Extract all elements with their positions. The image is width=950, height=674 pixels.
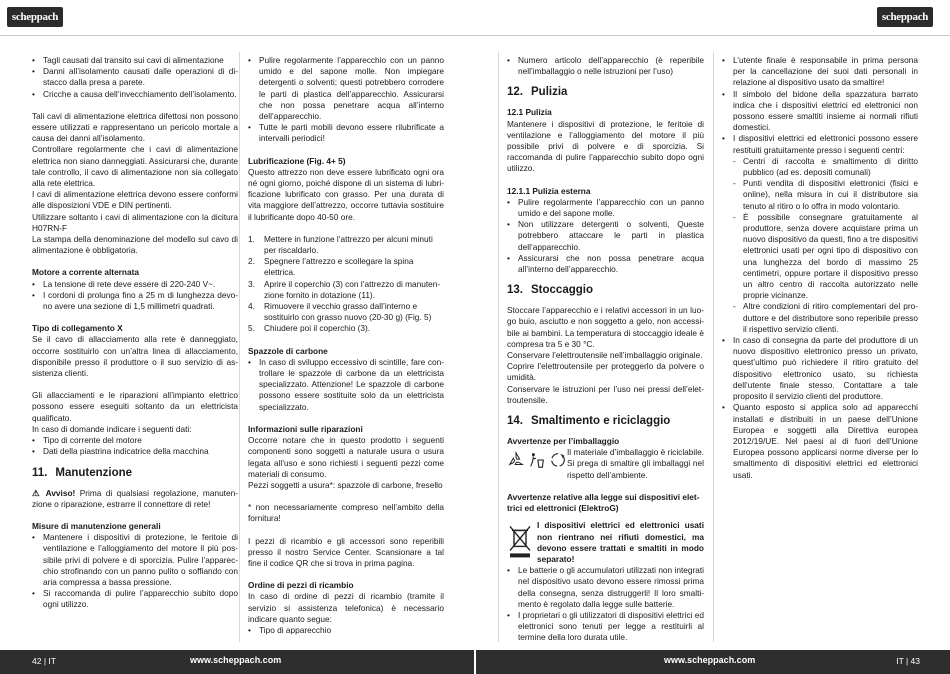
list-item: • Tutte le parti mobili devono essere rilubrificate a intervalli periodici!	[248, 122, 444, 144]
subheading-repairs: Informazioni sulle riparazioni	[248, 423, 363, 434]
section-title: Pulizia	[531, 86, 568, 99]
header-divider	[0, 35, 950, 36]
page-footer	[0, 650, 950, 674]
website-link-left[interactable]: www.scheppach.com	[190, 655, 282, 665]
section-number: 13.	[507, 284, 523, 297]
page-number-right: IT | 43	[896, 656, 920, 666]
list-item: • La tensione di rete deve essere di 220-240 V~.	[32, 279, 238, 290]
paragraph: Questo attrezzo non deve essere lubrificato ogni ora né ogni giorno, poiché dispone di un sistema di lubrificazione lubrificato con grasso. Per una durata di vita maggiore dell’attrezzo, occorre tuttavia sostituire il lubrificante dopo 40-50 ore.	[248, 166, 444, 222]
packaging-notice	[507, 447, 704, 481]
list-item: 2. Spegnere l’attrezzo e scollegare la spina elettrica.	[248, 256, 414, 278]
list-item: • Le batterie o gli accumulatori utilizzati non integrati nel dispositivo usato devono essere rimossi prima della consegna, senza distruggerli! Il loro smaltimento è regolato dalla legge sulle batterie.	[507, 565, 704, 610]
paragraph: Occorre notare che in questo prodotto i seguenti componenti sono soggetti a naturale usura o usura legata all’uso e sono richiesti i seguenti pezzi come materiali di consumo.	[248, 435, 444, 479]
section-heading-12	[507, 85, 704, 99]
section-number: 14.	[507, 415, 523, 428]
list-item: • Danni all’isolamento causati dalle operazioni di distacco dalla presa a parete.	[32, 66, 238, 88]
subheading-packaging: Avvertenze per l’imballaggio	[507, 436, 620, 447]
cleaning-list	[248, 55, 444, 145]
list-item: • Dati della piastrina indicatrice della macchina	[32, 446, 238, 457]
subheading-brushes: Spazzole di carbone	[248, 345, 328, 356]
column-2	[248, 55, 444, 636]
list-item: • Il simbolo del bidone della spazzatura barrato indica che i dispositivi elettrici ed elettronici non possono essere smaltiti insieme ai normali rifiuti domestici.	[722, 89, 918, 134]
crossed-bin-icon	[507, 520, 533, 565]
list-item: - È possibile consegnare gratuitamente al produttore, senza dovere acquistare prima un nuovo dispositivo da questi, fino a tre dispositivi elettronici usati per ogni tipo di dispositivo con una lunghezza del bordo di massimo 25 centimetri, oppure portare il dispositivo presso un altro centro di raccolta autorizzato nelle proprie vicinanze.	[733, 212, 918, 302]
paragraph: Pezzi soggetti a usura*: spazzole di carbone, fresello	[248, 479, 443, 490]
list-item: • I cordoni di prolunga fino a 25 m di lunghezza devono avere una sezione di 1,5 millimetri quadrati.	[32, 290, 238, 312]
column-divider	[498, 52, 499, 642]
recycle-arrows-icon	[549, 449, 567, 471]
order-list-continued	[507, 55, 704, 77]
footer-divider	[474, 650, 476, 674]
list-item: 3. Aprire il coperchio (3) con l’attrezzo di manutenzione fornito in dotazione (11).	[248, 278, 441, 300]
list-item: • Cricche a causa dell’invecchiamento dell’isolamento.	[32, 89, 238, 100]
list-item: • I dispositivi elettrici ed elettronici possono essere restituiti gratuitamente presso i seguenti centri: - Centri di raccolta e smaltimento di diritto pubblico (ad es. depositi comunali) - Punti vendita di dispositivi elettronici (fisici e online), nella misura in cui il distributore sia tenuto al ritiro o lo offra in modo volontario. - È possibile consegnare gratuitamente al produttore, senza dovere acquistare prima un nuovo dispositivo da questi, fino a tre dispositivi elettronici usati per ogni tipo di dispositivo con una lunghezza del bordo di massimo 25 centimetri, oppure portare il dispositivo presso un altro centro di raccolta autorizzato nelle proprie vicinanze. - Altre condizioni di ritiro complementari del produttore e del distributore sono reperibile presso il rispettivo servizio clienti.	[722, 133, 918, 335]
paragraph: Se il cavo di allacciamento alla rete è danneggiato, occorre sostituirlo con un’altra linea di allacciamento, disponibile presso il produttore o il suo servizio di assistenza clienti.	[32, 334, 238, 379]
column-divider	[239, 52, 240, 642]
list-item: 4. Rimuovere il vecchio grasso dall’interno e sostituirlo con grasso nuovo (20-30 g) (Fig. 5)	[248, 301, 432, 323]
recycling-icons	[507, 449, 567, 473]
subheading-weee: Avvertenze relative alla legge sui dispositivi elettrici ed elettronici (ElektroG)	[507, 491, 700, 514]
list-item: • Pulire regolarmente l’apparecchio con un panno umido e del sapone molle.	[507, 197, 704, 219]
paragraph: Tali cavi di alimentazione elettrica difettosi non possono essere utilizzati e rappresentano un pericolo mortale a causa dei danni all’isolamento.	[32, 110, 238, 144]
list-item: • I proprietari o gli utilizzatori di dispositivi elettrici ed elettronici sono tenuti per legge a restituirli al termine della loro durata utile.	[507, 610, 704, 644]
website-link-right[interactable]: www.scheppach.com	[664, 655, 756, 665]
subheading-cleaning: 12.1 Pulizia	[507, 107, 552, 118]
list-item: • In caso di sviluppo eccessivo di scintille, fare controllare le spazzole di carbone da un elettricista specializzato. Attenzione! Le spazzole di carbone possono essere sostituite solo da un elettricista specializzato.	[248, 357, 444, 413]
disposal-list	[722, 55, 918, 481]
list-item: 1. Mettere in funzione l’attrezzo per alcuni minuti per riscaldarlo.	[248, 233, 433, 256]
litter-bin-icon	[528, 449, 546, 471]
paragraph: Mantenere i dispositivi di protezione, le feritoie di ventilazione e l’alloggiamento del motore il più possibile privi di polvere e di sporcizia. Si raccomanda di pulire l’apparecchio subito dopo ogni utilizzo.	[507, 118, 704, 174]
external-cleaning-list	[507, 197, 704, 275]
column-1	[32, 55, 238, 611]
question-data-list	[32, 435, 238, 457]
warning-text: Prima di qualsiasi regolazione, manutenzione o riparazione, estrarre il connettore di rete!	[32, 487, 238, 509]
paragraph: Utilizzare soltanto i cavi di alimentazione con la dicitura H07RN-F	[32, 211, 238, 233]
subheading-external-cleaning: 12.1.1 Pulizia esterna	[507, 185, 591, 196]
paragraph: Conservare le istruzioni per l’uso nei pressi dell’elettroutensile.	[507, 383, 704, 405]
section-title: Stoccaggio	[531, 284, 593, 297]
packaging-text: Il materiale d’imballaggio è riciclabile. Si prega di smaltire gli imballaggi nel rispetto dell’ambiente.	[567, 447, 704, 480]
recycle-icon	[507, 449, 525, 471]
subheading-lubrication: Lubrificazione (Fig. 4+ 5)	[248, 155, 346, 166]
brand-logo-right: scheppach	[877, 7, 933, 27]
subheading-connection: Tipo di collegamento X	[32, 323, 123, 334]
section-number: 11.	[32, 466, 48, 479]
subheading-maintenance: Misure di manutenzione generali	[32, 520, 161, 531]
subheading-spare-order: Ordine di pezzi di ricambio	[248, 580, 354, 591]
paragraph: I cavi di alimentazione elettrica devono essere conformi alle disposizioni VDE e DIN pertinenti.	[32, 189, 238, 211]
page-number-left: 42 | IT	[32, 656, 56, 666]
list-item: • Numero articolo dell’apparecchio (è reperibile nell’imballaggio o nelle istruzioni per l’uso)	[507, 55, 704, 77]
weee-warning: I dispositivi elettrici ed elettronici usati non rientrano nei rifiuti domestici, ma devono essere trattati e smaltiti in modo separato!	[537, 520, 704, 564]
column-4	[722, 55, 918, 481]
subheading-motor: Motore a corrente alternata	[32, 267, 139, 278]
list-item: - Punti vendita di dispositivi elettronici (fisici e online), nella misura in cui il distributore sia tenuto al ritiro o lo offra in modo volontario.	[733, 178, 918, 212]
section-title: Smaltimento e riciclaggio	[531, 415, 671, 428]
section-heading-13	[507, 283, 704, 297]
paragraph: In caso di ordine di pezzi di ricambio (tramite il servizio si assistenza telefonica) è necessario indicare quanto segue:	[248, 591, 444, 624]
paragraph: Stoccare l’apparecchio e i relativi accessori in un luogo buio, asciutto e non soggetto a gelo, non accessibile ai bambini. La temperatura di stoccaggio ideale è compresa tra 5 e 30 °C.	[507, 305, 704, 349]
section-number: 12.	[507, 86, 523, 99]
motor-list	[32, 279, 238, 313]
list-item: • Pulire regolarmente l’apparecchio con un panno umido e del sapone molle. Non impiegare detergenti o solventi; questi potrebbero corrodere le parti di plastica dell’apparecchio. Assicurarsi che non possa penetrare acqua all’interno dell’apparecchio.	[248, 55, 444, 122]
list-item: - Centri di raccolta e smaltimento di diritto pubblico (ad es. depositi comunali)	[733, 156, 918, 178]
list-item: • Quanto esposto si applica solo ad apparecchi installati e distribuiti in un paese dell’Unione Europea e soggetti alla Direttiva europea 2012/19/UE. Nel paesi al di fuori dell’Unione Europea possono applicarsi norme diverse per lo smaltimento di dispositivi elettrici ed elettronici usati.	[722, 402, 918, 480]
section-title: Manutenzione	[55, 466, 133, 479]
cable-damage-list	[32, 55, 238, 100]
warning-paragraph	[32, 488, 238, 510]
weee-notice	[507, 520, 704, 565]
list-item: • Tagli causati dal transito sui cavi di alimentazione	[32, 55, 238, 66]
list-item: • In caso di consegna da parte del produttore di un nuovo dispositivo elettronico presso un privato, quest’ultimo può richiedere il ritiro gratuito del dispositivo elettronico usato, su richiesta dell’utente finale stesso. Contattare a tale proposito il servizio clienti del produttore.	[722, 335, 918, 402]
list-item: • Si raccomanda di pulire l’apparecchio subito dopo ogni utilizzo.	[32, 588, 238, 610]
warning-label: ⚠ Avviso!	[32, 487, 76, 498]
footnote: * non necessariamente compreso nell’ambito della fornitura!	[248, 502, 444, 524]
paragraph: La stampa della denominazione del modello sul cavo di alimentazione è obbligatoria.	[32, 234, 238, 256]
paragraph: I pezzi di ricambio e gli accessori sono reperibili presso il nostro Service Center. Scansionare a tal fine il codice QR che si trova in prima pagina.	[248, 535, 444, 568]
list-item: • Tipo di corrente del motore	[32, 435, 238, 446]
paragraph: Controllare regolarmente che i cavi di alimentazione elettrica non siano danneggiati. Assicurarsi che, durante tale controllo, il cavo di alimentazione non sia collegato alla rete elettrica.	[32, 144, 238, 189]
brand-logo-left: scheppach	[7, 7, 63, 27]
list-item: - Altre condizioni di ritiro complementari del produttore e del distributore sono reperibile presso il rispettivo servizio clienti.	[733, 301, 918, 335]
return-points-list	[733, 156, 918, 335]
list-item: • Assicurarsi che non possa penetrare acqua all’interno dell’apparecchio.	[507, 253, 704, 275]
maintenance-list	[32, 532, 238, 610]
list-item: • Tipo di apparecchio	[248, 625, 444, 636]
list-item: • Mantenere i dispositivi di protezione, le feritoie di ventilazione e l’alloggiamento del motore il più possibile privi di polvere e di sporcizia. Pulire l’apparecchio strofinando con un panno pulito o soffiando con aria compressa a bassa pressione.	[32, 532, 238, 588]
list-item: • L’utente finale è responsabile in prima persona per la cancellazione dei suoi dati personali in relazione al dispositivo usato da smaltire!	[722, 55, 918, 89]
paragraph: Conservare l’elettroutensile nell’imballaggio originale.	[507, 350, 703, 361]
list-item: • Non utilizzare detergenti o solventi, Queste potrebbero attaccare le parti in plastica dell’apparecchio.	[507, 219, 704, 253]
paragraph: Gli allacciamenti e le riparazioni all’impianto elettrico possono essere eseguiti soltanto da un elettricista qualificato.	[32, 390, 238, 423]
column-3	[507, 55, 704, 644]
paragraph: Coprire l’elettroutensile per proteggerlo da polvere o umidità.	[507, 361, 704, 383]
section-heading-11	[32, 466, 238, 480]
column-divider	[713, 52, 714, 642]
list-item: 5. Chiudere poi il coperchio (3).	[248, 323, 371, 334]
order-list	[248, 625, 444, 636]
lubrication-steps	[248, 234, 444, 335]
paragraph: In caso di domande indicare i seguenti dati:	[32, 423, 192, 434]
brushes-list	[248, 357, 444, 413]
weee-list	[507, 565, 704, 643]
section-heading-14	[507, 414, 704, 428]
